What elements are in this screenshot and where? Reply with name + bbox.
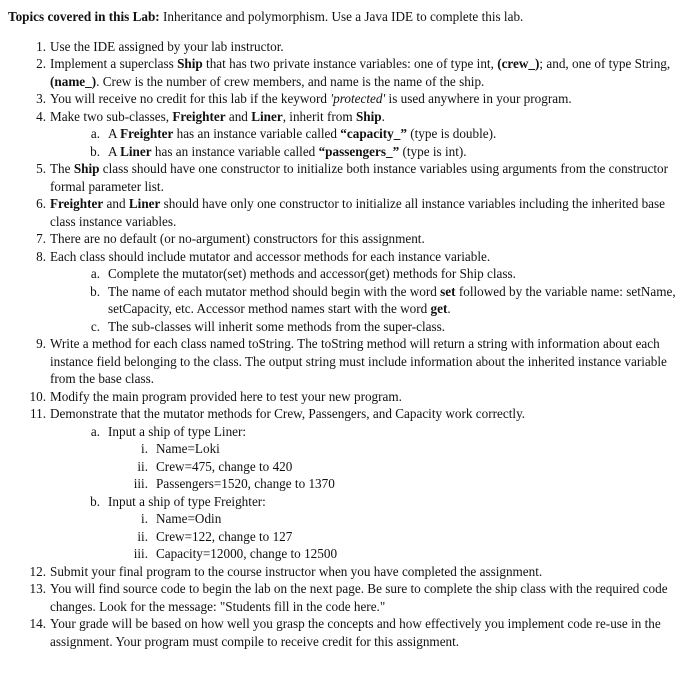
list-item-8c: c. The sub-classes will inherit some methods from the super-class.: [90, 318, 446, 334]
list-item-4a: a. A Freighter has an instance variable called “capacity_” (type is double).: [90, 126, 497, 141]
list-item-7: 7. There are no default (or no-argument) constructors for this assignment.: [36, 231, 425, 246]
list-item-8a: a. Complete the mutator(set) methods and accessor(get) methods for Ship class.: [90, 266, 516, 281]
list-item-6: 6. Freighter and Liner should have only one constructor to initialize all instance variables including the inherited base class instance variables.: [36, 196, 666, 229]
list-item-11b: b. Input a ship of type Freighter:: [90, 493, 266, 509]
list-item-2: 2. Implement a superclass Ship that has two private instance variables: one of type int, (crew_); and, one of type String, (name_). Crew is the number of crew members, and name is the name of the ship.: [36, 56, 671, 89]
list-item-3: 3. You will receive no credit for this lab if the keyword 'protected' is used anywhere in your program.: [36, 91, 572, 106]
topics-label: Topics covered in this Lab:: [8, 9, 160, 24]
list-item-11b-ii: ii. Crew=122, change to 127: [137, 528, 293, 544]
list-item-5: 5. The Ship class should have one constructor to initialize both instance variables using arguments from the constructor formal parameter list.: [36, 161, 668, 194]
list-item-11b-i: i. Name=Odin: [141, 511, 222, 526]
list-item-9: 9. Write a method for each class named toString. The toString method will return a string with information about each instance field belonging to the class. The output string must include information about the inherited instance variable from the base class.: [36, 336, 667, 386]
list-item-11b-iii: iii. Capacity=12000, change to 12500: [133, 546, 338, 561]
list-item-13: 13. You will find source code to begin the lab on the next page. Be sure to complete the ship class with the required code changes. Look for the message: "Students fill in the code here.": [29, 581, 668, 614]
list-item-10: 10. Modify the main program provided here to test your new program.: [29, 388, 402, 404]
list-item-1: 1. Use the IDE assigned by your lab instructor.: [36, 38, 284, 54]
list-item-4: 4. Make two sub-classes, Freighter and Liner, inherit from Ship.: [36, 108, 385, 124]
list-item-11a-i: i. Name=Loki: [141, 441, 220, 456]
list-item-8b: b. The name of each mutator method should begin with the word set followed by the variable name: setName, setCapacity, etc. Accessor method names start with the word get.: [90, 283, 676, 316]
list-item-12: 12. Submit your final program to the course instructor when you have completed the assignment.: [29, 563, 543, 579]
list-item-11a-ii: ii. Crew=475, change to 420: [137, 458, 293, 474]
topics-text: Inheritance and polymorphism. Use a Java IDE to complete this lab.: [162, 9, 524, 24]
list-item-11a-iii: iii. Passengers=1520, change to 1370: [133, 476, 335, 491]
topics-heading: [8, 8, 688, 26]
list-item-11a: a. Input a ship of type Liner:: [90, 423, 247, 439]
list-item-8: 8. Each class should include mutator and accessor methods for each instance variable.: [36, 248, 491, 264]
list-item-4b: b. A Liner has an instance variable called “passengers_” (type is int).: [90, 143, 467, 159]
list-item-11: 11. Demonstrate that the mutator methods for Crew, Passengers, and Capacity work correctly.: [30, 406, 526, 421]
list-item-14: 14. Your grade will be based on how well you grasp the concepts and how effectively you implement code re-use in the assignment. Your program must compile to receive credit for this assignment.: [29, 616, 661, 649]
